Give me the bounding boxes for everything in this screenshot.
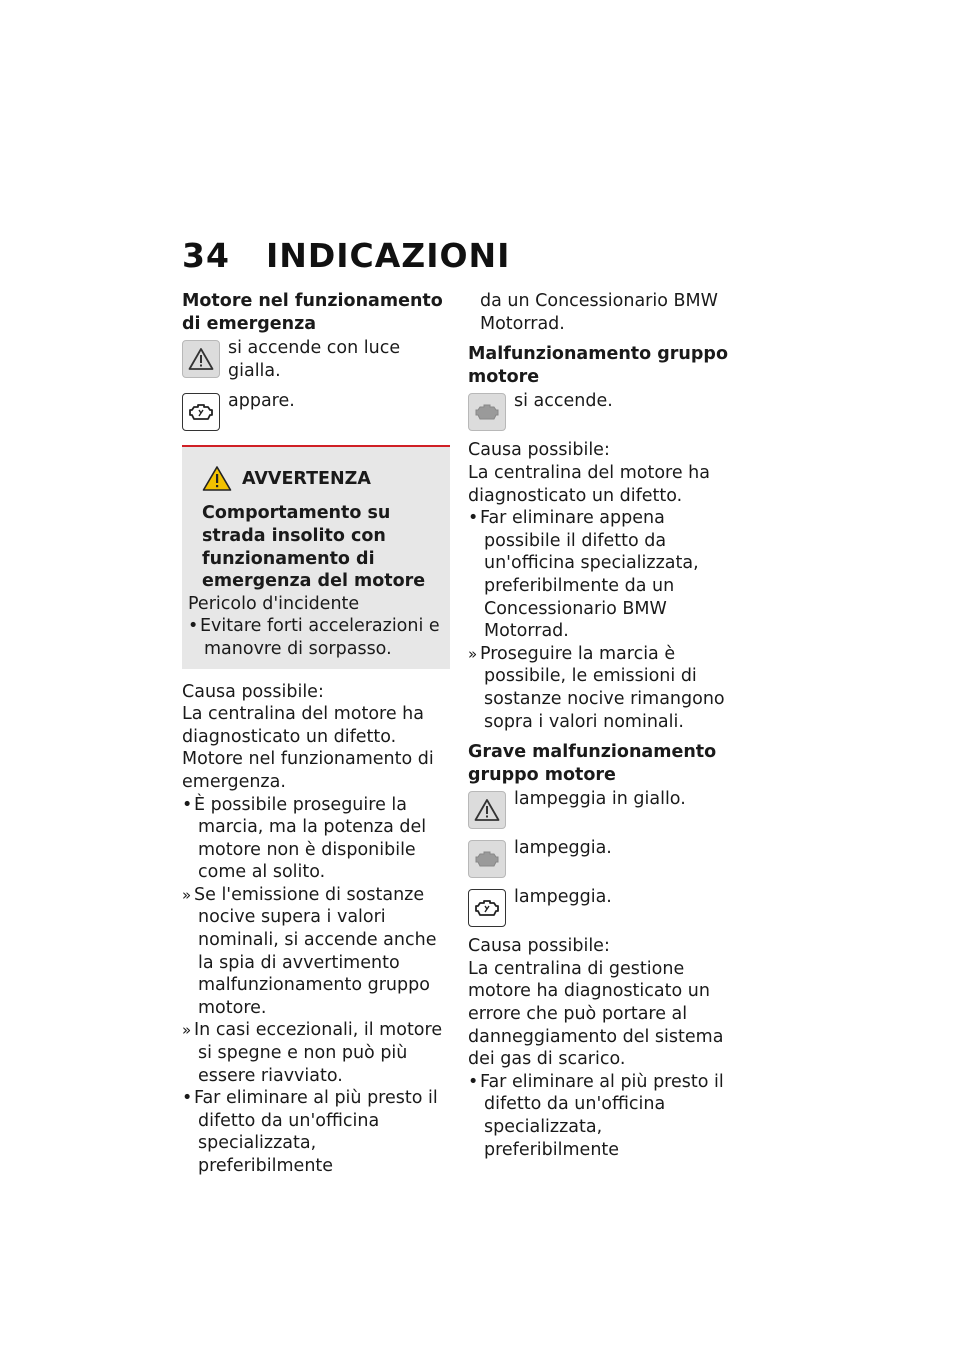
indicator-text: lampeggia in giallo. — [514, 789, 686, 810]
warning-header — [202, 465, 444, 492]
indicator-text: lampeggia. — [514, 887, 612, 908]
warning-subject: Comportamento su strada insolito con funzionamento di emergenza del motore — [202, 503, 426, 592]
list-item: » In casi eccezionali, il motore si spegne e non può più essere riavviato. — [182, 1019, 450, 1087]
indicator-row — [468, 788, 733, 829]
cause-text: La centralina del motore ha diagnosticato un difetto. — [468, 462, 710, 506]
warning-bullet: • Evitare forti accelerazioni e manovre di sorpasso. — [188, 615, 444, 660]
page-title: INDICAZIONI — [265, 236, 511, 275]
indicator-text: appare. — [228, 391, 295, 412]
warning-triangle-icon — [468, 791, 506, 829]
warning-risk: Pericolo d'incidente — [188, 593, 360, 614]
engine-icon — [468, 393, 506, 431]
list-item: » Se l'emissione di sostanze nocive supera i valori nominali, si accende anche la spia di avvertimento malfunzionamento gruppo motore. — [182, 884, 450, 1020]
cause-label: Causa possibile: — [468, 440, 610, 461]
engine-icon — [468, 840, 506, 878]
warning-icon — [202, 465, 232, 492]
page-header — [182, 236, 510, 275]
section-title-emergency: Motore nel funzionamento di emergenza — [182, 291, 443, 334]
right-column — [468, 290, 733, 1161]
cause-text: La centralina di gestione motore ha diagnosticato un errore che può portare al danneggiamento del sistema dei gas di scarico. — [468, 958, 724, 1070]
cause-text: La centralina del motore ha diagnosticato un difetto. — [182, 704, 424, 747]
indicator-row — [468, 886, 733, 927]
list-item: • Far eliminare al più presto il difetto da un'officina specializzata, preferibilmente — [182, 1087, 450, 1177]
engine-icon — [468, 889, 506, 927]
cause-label: Causa possibile: — [182, 681, 324, 702]
section-title-malfunction: Malfunzionamento gruppo motore — [468, 344, 728, 387]
page-number: 34 — [182, 236, 230, 275]
warning-title: AVVERTENZA — [242, 468, 371, 489]
list-item: • Far eliminare al più presto il difetto da un'officina specializzata, preferibilmente — [468, 1071, 733, 1161]
cause-label: Causa possibile: — [468, 936, 610, 957]
list-item: • È possibile proseguire la marcia, ma la potenza del motore non è disponibile come al solito. — [182, 794, 450, 884]
continued-text: da un Concessionario BMW Motorrad. — [480, 291, 718, 334]
warning-triangle-icon — [182, 340, 220, 378]
indicator-text: si accende. — [514, 391, 613, 412]
indicator-row — [182, 337, 450, 382]
cause-text: Motore nel funzionamento di emergenza. — [182, 749, 434, 792]
indicator-row — [468, 390, 733, 431]
left-column — [182, 290, 450, 1178]
indicator-text: lampeggia. — [514, 838, 612, 859]
indicator-row — [182, 390, 450, 431]
list-item: » Proseguire la marcia è possibile, le emissioni di sostanze nocive rimangono sopra i valori nominali. — [468, 643, 733, 733]
indicator-row — [468, 837, 733, 878]
warning-box — [182, 445, 450, 668]
engine-icon — [182, 393, 220, 431]
indicator-text: si accende con luce gialla. — [228, 338, 401, 381]
section-title-severe: Grave malfunzionamento gruppo motore — [468, 742, 717, 785]
list-item: • Far eliminare appena possibile il difetto da un'officina specializzata, preferibilmente da un Concessionario BMW Motorrad. — [468, 507, 733, 643]
